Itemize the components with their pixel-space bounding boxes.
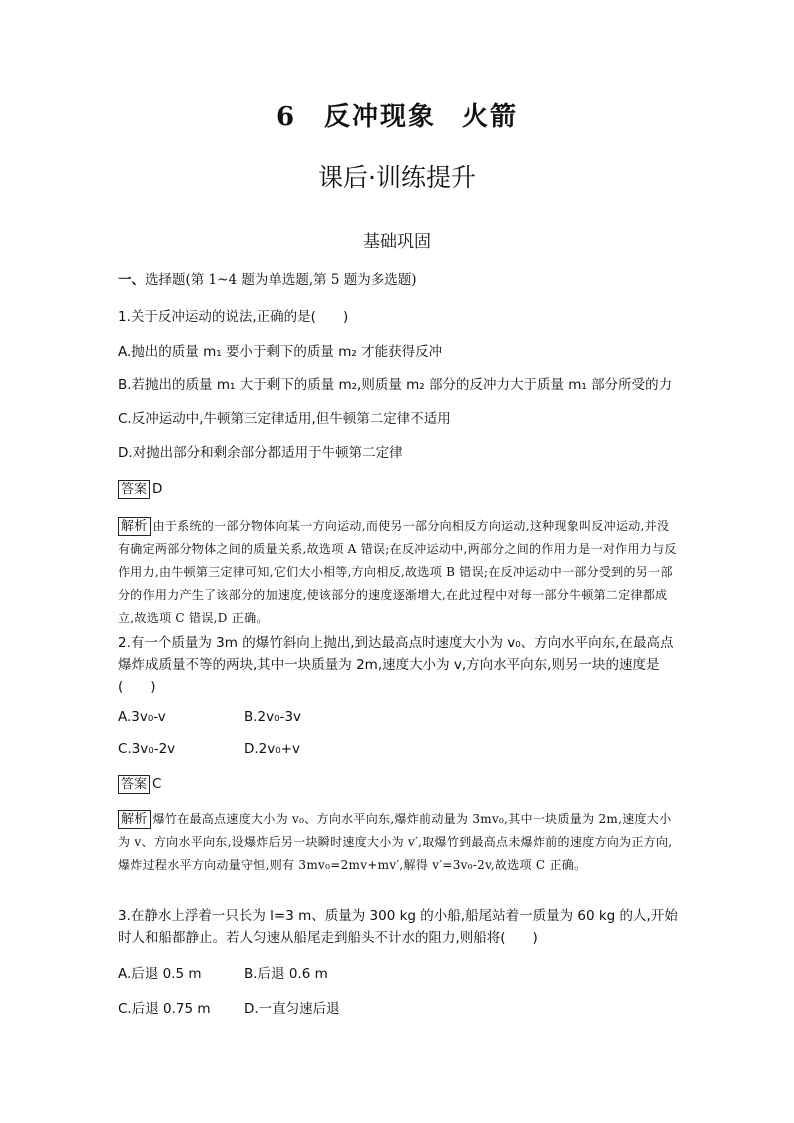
- question-3-option-a: A.后退 0.5 m: [118, 966, 202, 982]
- question-2-option-a: A.3v₀-v: [118, 709, 166, 725]
- question-1-answer: [118, 478, 678, 501]
- question-1-explanation: [118, 515, 678, 630]
- question-1-option-a: A.抛出的质量 m₁ 要小于剩下的质量 m₂ 才能获得反冲: [118, 344, 443, 360]
- part-heading-text: 选择题(第 1~4 题为单选题,第 5 题为多选题): [145, 272, 417, 288]
- question-1-option-b: B.若抛出的质量 m₁ 大于剩下的质量 m₂,则质量 m₂ 部分的反冲力大于质量 m₁ 部分所受的力: [118, 377, 673, 393]
- answer-label: 答案: [118, 775, 150, 794]
- question-3-stem: 3.在静水上浮着一只长为 l=3 m、质量为 300 kg 的小船,船尾站着一质量为 60 kg 的人,开始时人和船都静止。若人匀速从船尾走到船头不计水的阻力,则船将( ): [118, 908, 678, 946]
- explanation-label: 解析: [118, 517, 151, 536]
- part-heading-prefix: 一、: [118, 272, 145, 288]
- page-subtitle: 课后·训练提升: [318, 163, 476, 192]
- answer-value: D: [152, 481, 163, 497]
- question-2-option-b: B.2v₀-3v: [244, 709, 301, 725]
- question-3-option-c: C.后退 0.75 m: [118, 1001, 211, 1017]
- part-heading: [118, 269, 678, 292]
- question-2-option-c: C.3v₀-2v: [118, 741, 176, 757]
- answer-label: 答案: [118, 480, 150, 499]
- question-1-option-d: D.对抛出部分和剩余部分都适用于牛顿第二定律: [118, 445, 403, 461]
- lesson-title-text: 反冲现象: [324, 102, 437, 132]
- question-2-stem: 2.有一个质量为 3m 的爆竹斜向上抛出,到达最高点时速度大小为 v₀、方向水平向东,在最高点爆炸成质量不等的两块,其中一块质量为 2m,速度大小为 v,方向水平向东,则另一块的速度是( ): [118, 635, 674, 695]
- lesson-number: 6: [275, 102, 297, 132]
- answer-value: C: [152, 776, 162, 792]
- section-heading: 基础巩固: [363, 232, 431, 252]
- question-3-option-d: D.一直匀速后退: [244, 1001, 340, 1017]
- question-2-explanation: [118, 808, 678, 877]
- explanation-text: 爆竹在最高点速度大小为 v₀、方向水平向东,爆炸前动量为 3mv₀,其中一块质量为 2m,速度大小为 v、方向水平向东,设爆炸后另一块瞬时速度大小为 v′,取爆竹到最高点未爆炸前的速度方向为正方向,爆炸过程水平方向动量守恒,则有 3mv₀=2mv+mv′,解得 v′=3v₀-2v,故选项 C 正确。: [118, 812, 673, 872]
- question-1-stem: 1.关于反冲运动的说法,正确的是( ): [118, 309, 349, 325]
- explanation-label: 解析: [118, 810, 151, 829]
- question-1-option-c: C.反冲运动中,牛顿第三定律适用,但牛顿第二定律不适用: [118, 411, 451, 427]
- lesson-title: [0, 96, 794, 133]
- question-2-option-d: D.2v₀+v: [244, 741, 300, 757]
- lesson-title-text-2: 火箭: [462, 102, 519, 132]
- explanation-text: 由于系统的一部分物体向某一方向运动,而使另一部分向相反方向运动,这种现象叫反冲运动,并没有确定两部分物体之间的质量关系,故选项 A 错误;在反冲运动中,两部分之间的作用力是一对作用力与反作用力,由牛顿第三定律可知,它们大小相等,方向相反,故选项 B 错误;在反冲运动中一部分受到的另一部分的作用力产生了该部分的加速度,使该部分的速度逐渐增大,在此过程中对每一部分牛顿第二定律都成立,故选项 C 错误,D 正确。: [118, 519, 677, 625]
- question-3-option-b: B.后退 0.6 m: [244, 966, 328, 982]
- question-2-answer: [118, 773, 678, 796]
